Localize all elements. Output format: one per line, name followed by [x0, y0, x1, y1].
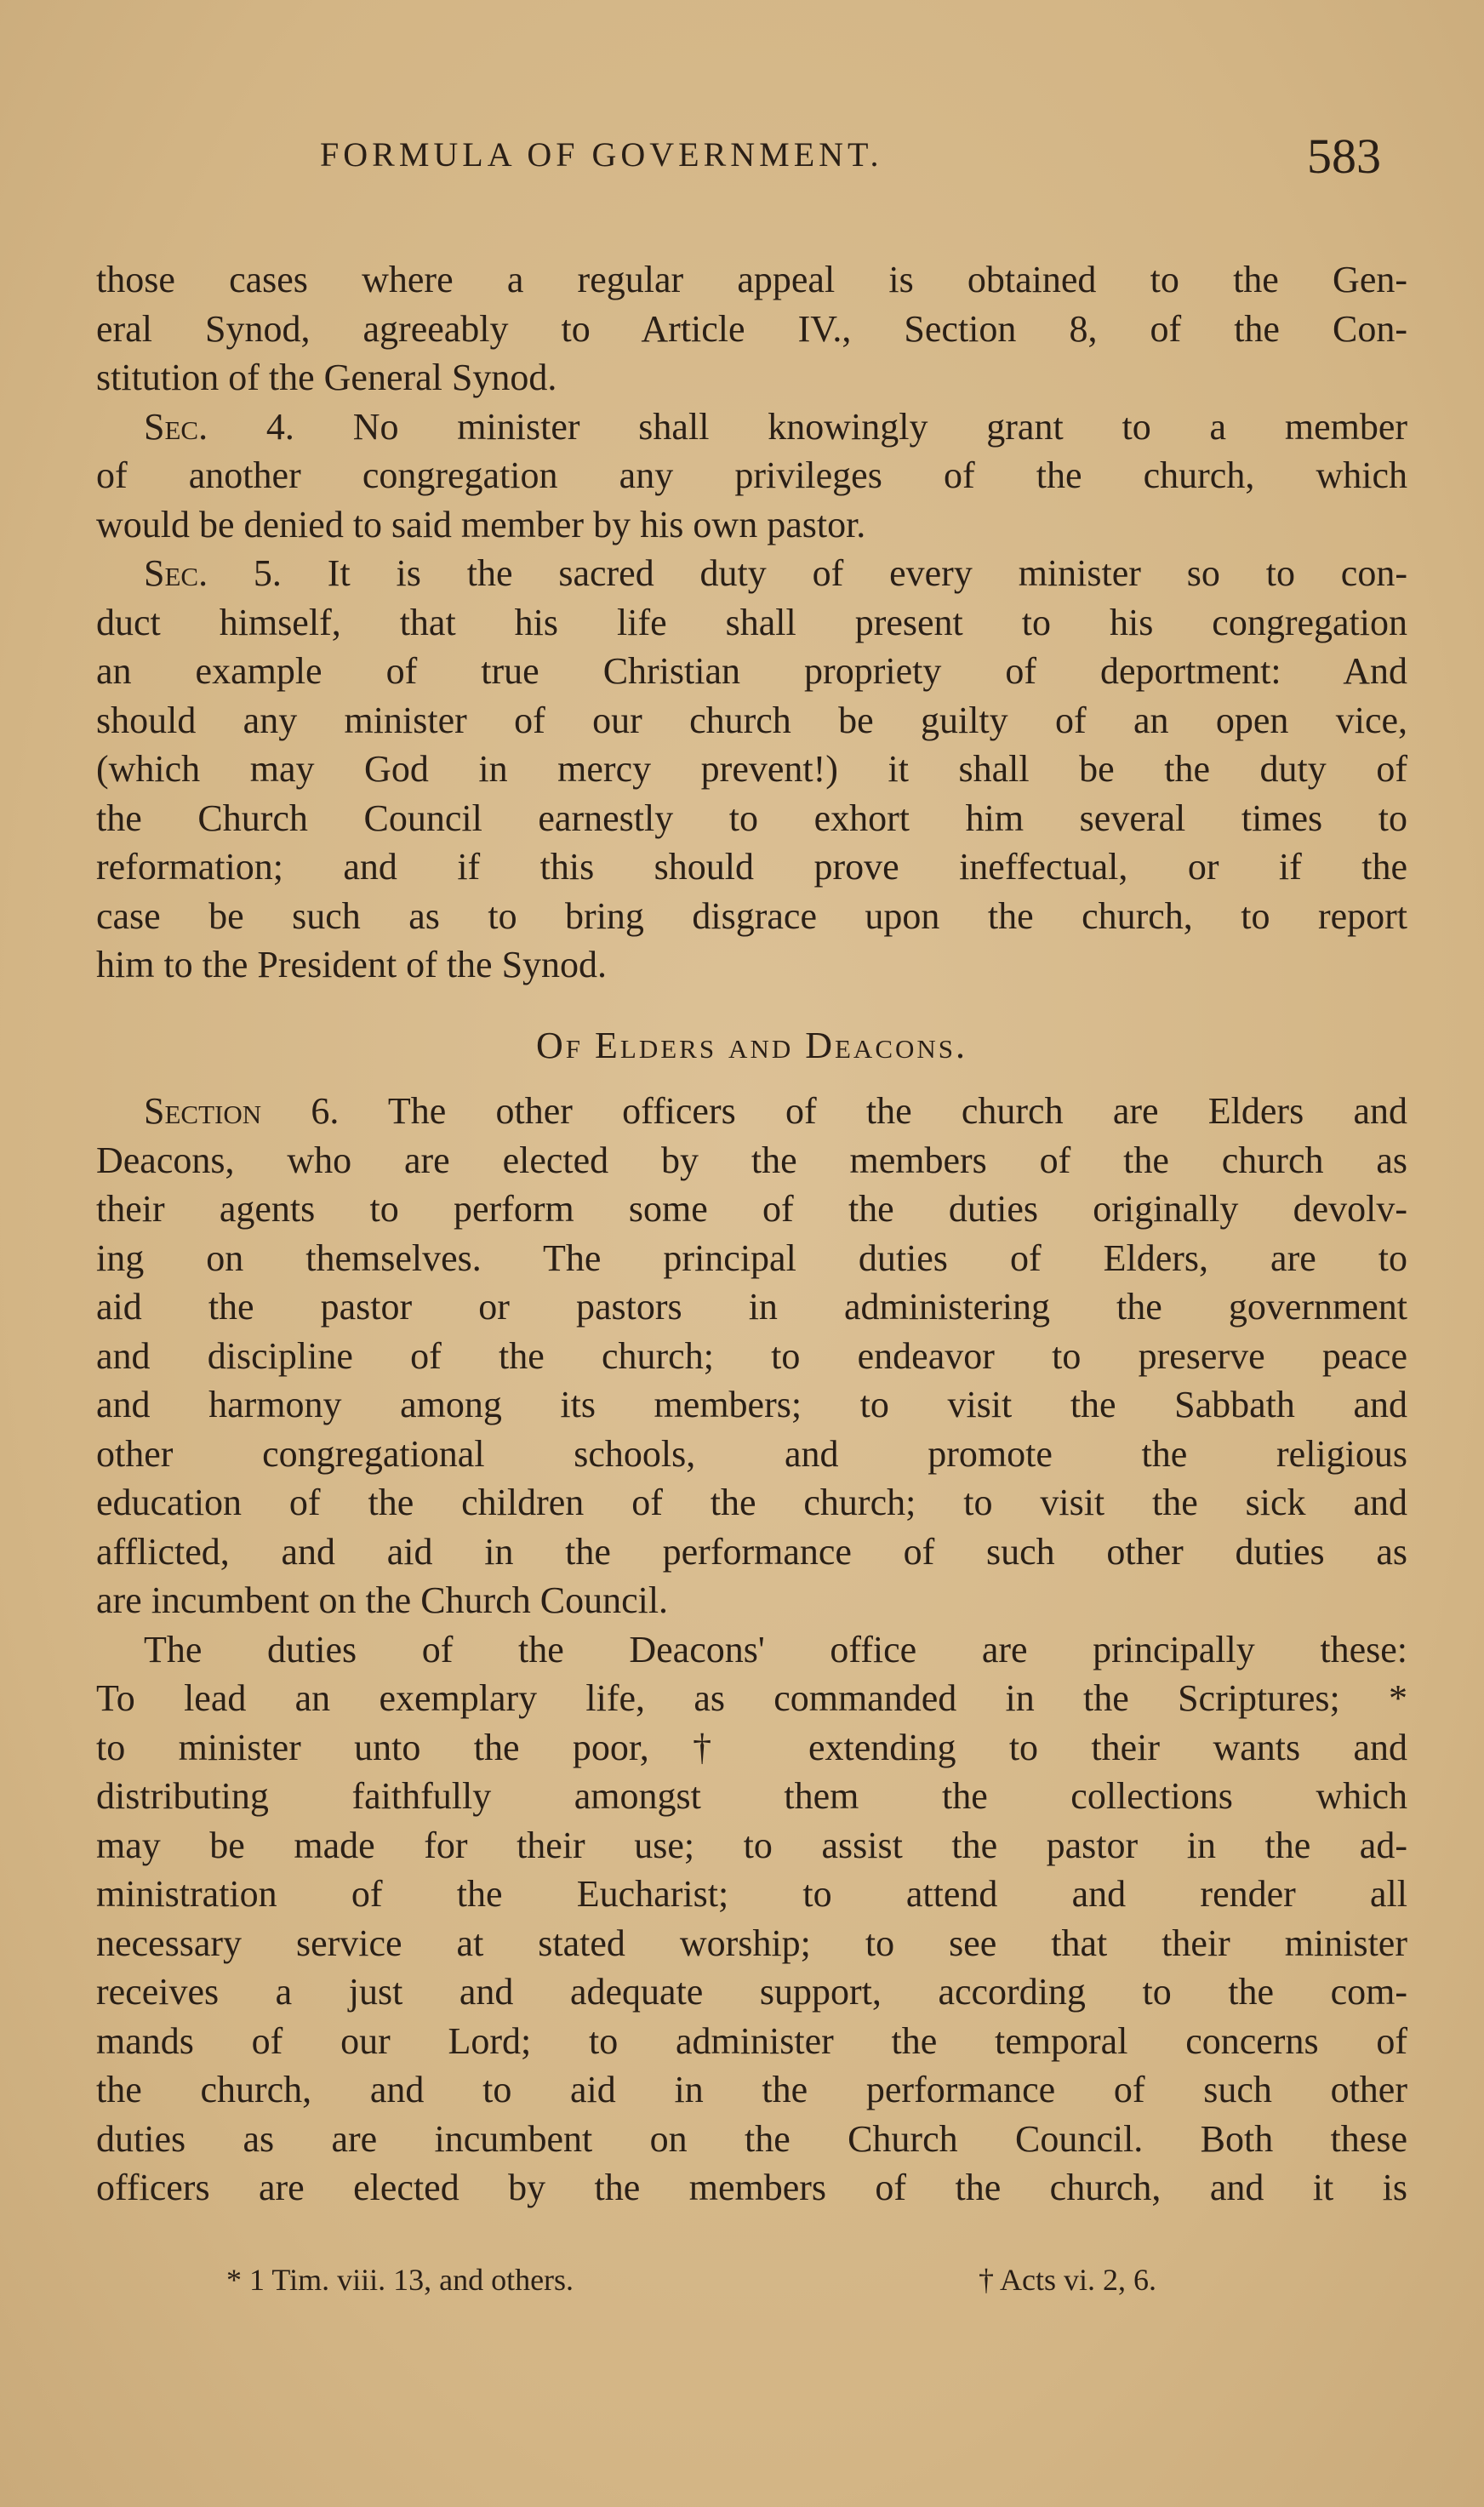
text-block-2 [96, 1087, 1407, 2213]
text-line [96, 451, 1407, 500]
line-text: aid the pastor or pastors in administering the government [96, 1286, 1407, 1328]
line-text: would be denied to said member by his own pastor. [96, 503, 866, 545]
line-text: and discipline of the church; to endeavor to preserve peace [96, 1334, 1407, 1377]
section-label: Sec. 5. [144, 552, 282, 594]
line-text: mands of our Lord; to administer the temporal concerns of [96, 2019, 1407, 2062]
line-text: their agents to perform some of the duties originally devolv- [96, 1188, 1407, 1230]
text-line [96, 647, 1407, 696]
line-text: an example of true Christian propriety of deportment: And [96, 650, 1407, 692]
text-line [96, 1674, 1407, 1723]
text-line [96, 1332, 1407, 1381]
section-label: Sec. 4. [144, 405, 294, 448]
text-line [96, 1919, 1407, 1968]
running-head: FORMULA OF GOVERNMENT. [320, 135, 883, 174]
text-line [96, 1282, 1407, 1332]
line-text: afflicted, and aid in the performance of such other duties as [96, 1530, 1407, 1573]
line-text: duties as are incumbent on the Church Council. Both these [96, 2117, 1407, 2160]
line-text: to minister unto the poor,† extending to their wants and [96, 1726, 1407, 1768]
text-line [96, 1087, 1407, 1136]
line-text: ministration of the Eucharist; to attend and render all [96, 1873, 1407, 1915]
text-line [96, 794, 1407, 843]
line-text: The duties of the Deacons' office are principally these: [144, 1628, 1407, 1670]
line-text: those cases where a regular appeal is obtained to the Gen- [96, 259, 1407, 300]
line-text: are incumbent on the Church Council. [96, 1579, 669, 1621]
line-text: and harmony among its members; to visit the Sabbath and [96, 1384, 1407, 1425]
line-text: the church, and to aid in the performance of such other [96, 2069, 1407, 2110]
line-text: receives a just and adequate support, according to the com- [96, 1971, 1407, 2013]
text-line [96, 1185, 1407, 1234]
line-text: should any minister of our church be guilty of an open vice, [96, 699, 1407, 741]
line-text: Deacons, who are elected by the members of the church as [96, 1139, 1407, 1181]
text-line [96, 549, 1407, 598]
text-line [96, 305, 1407, 354]
text-line [96, 1723, 1407, 1773]
text-line [96, 598, 1407, 648]
text-line [96, 1967, 1407, 2017]
text-line [96, 353, 1407, 403]
line-text: the Church Council earnestly to exhort him several times to [96, 797, 1407, 839]
text-line [96, 745, 1407, 794]
line-text: (which may God in mercy prevent!) it shall be the duty of [96, 748, 1407, 790]
text-line [96, 1430, 1407, 1479]
line-text: him to the President of the Synod. [96, 944, 608, 985]
text-line [96, 1136, 1407, 1185]
text-line [96, 500, 1407, 550]
line-text: duct himself, that his life shall present to his congregation [96, 601, 1407, 643]
line-text: case be such as to bring disgrace upon the church, to report [96, 894, 1407, 937]
line-text: stitution of the General Synod. [96, 357, 557, 398]
line-text: No minister shall knowingly grant to a member [294, 405, 1408, 448]
text-line [96, 403, 1407, 452]
text-line [96, 1821, 1407, 1870]
line-text: necessary service at stated worship; to see that their minister [96, 1922, 1407, 1964]
text-line [96, 892, 1407, 941]
line-text: may be made for their use; to assist the pastor in the ad- [96, 1824, 1407, 1866]
text-line [96, 2017, 1407, 2066]
line-text: The other officers of the church are Elders and [339, 1090, 1407, 1132]
section-heading: Of Elders and Deacons. [535, 1025, 968, 1066]
line-text: education of the children of the church; to visit the sick and [96, 1482, 1407, 1523]
footnote-2: † Acts vi. 2, 6. [979, 2263, 1157, 2297]
text-block-1 [96, 255, 1407, 990]
text-line [96, 2065, 1407, 2115]
text-line [96, 1234, 1407, 1283]
text-line [96, 1625, 1407, 1675]
text-line [96, 2115, 1407, 2164]
line-text: reformation; and if this should prove ineffectual, or if the [96, 846, 1407, 888]
text-line [96, 255, 1407, 305]
text-line [96, 842, 1407, 892]
line-text: officers are elected by the members of the church, and it is [96, 2167, 1407, 2208]
text-line [96, 2163, 1407, 2213]
footnote-1: * 1 Tim. viii. 13, and others. [226, 2263, 574, 2297]
text-line [96, 1772, 1407, 1821]
text-line [96, 1576, 1407, 1625]
line-text: To lead an exemplary life, as commanded in the Scriptures; * [96, 1677, 1407, 1719]
line-text: other congregational schools, and promote the religious [96, 1432, 1407, 1475]
line-text: It is the sacred duty of every minister so to con- [281, 552, 1407, 594]
text-line [96, 1478, 1407, 1528]
text-line [96, 940, 1407, 990]
line-text: ing on themselves. The principal duties of Elders, are to [96, 1236, 1407, 1279]
line-text: of another congregation any privileges of the church, which [96, 454, 1407, 496]
text-line [96, 1528, 1407, 1577]
text-line [96, 1870, 1407, 1919]
line-text: eral Synod, agreeably to Article IV., Section 8, of the Con- [96, 307, 1407, 350]
page-number: 583 [1307, 128, 1381, 184]
text-line [96, 1380, 1407, 1430]
text-line [96, 696, 1407, 745]
section-label: Section 6. [144, 1090, 340, 1132]
line-text: distributing faithfully amongst them the collections which [96, 1775, 1407, 1817]
